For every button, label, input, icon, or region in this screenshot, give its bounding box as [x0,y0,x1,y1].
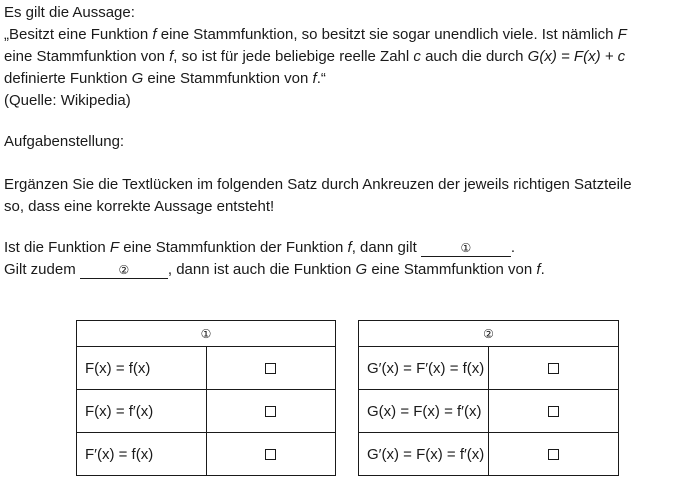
option-2a-checkbox[interactable] [489,347,619,390]
checkbox-icon[interactable] [548,406,559,417]
option-1c-text: F′(x) = f(x) [77,433,207,476]
table-row [77,433,336,476]
sentence-text: eine Stammfunktion von [367,261,537,278]
table-row [77,347,336,390]
table-row [359,433,619,476]
sentence-text: . [510,239,516,256]
option-1c-checkbox[interactable] [206,433,336,476]
option-1b-text: F(x) = f′(x) [77,390,207,433]
option-1b-checkbox[interactable] [206,390,336,433]
sentence-var: f [536,261,541,278]
sentence-text: , dann ist auch die Funktion [167,261,356,278]
task-heading [4,131,124,153]
quote-text: eine Stammfunktion von [143,70,313,87]
checkbox-icon[interactable] [548,449,559,460]
gap-2-blank: ② [80,262,168,279]
instruction-line-1 [4,174,632,196]
option-1a-checkbox[interactable] [206,347,336,390]
source-citation: (Quelle: Wikipedia) [4,92,131,109]
quote-text: „Besitzt eine Funktion [4,26,153,43]
checkbox-icon[interactable] [265,363,276,374]
quote-line-1 [4,24,627,46]
option-2c-text: G′(x) = F(x) = f′(x) [359,433,489,476]
source-line [4,90,131,112]
gap-1-blank: ① [421,240,511,257]
option-2b-text: G(x) = F(x) = f′(x) [359,390,489,433]
sentence-line-2 [4,259,545,281]
quote-text: definierte Funktion [4,70,132,87]
sentence-line-1 [4,237,515,259]
sentence-text: Gilt zudem [4,261,80,278]
table-row [359,347,619,390]
quote-text: eine Stammfunktion, so besitzt sie sogar unendlich viele. Ist nämlich [156,26,618,43]
sentence-text: , dann gilt [351,239,421,256]
task-heading-text: Aufgabenstellung: [4,133,125,150]
instruction-text: Ergänzen Sie die Textlücken im folgenden Satz durch Ankreuzen der jeweils richtigen Satzteile [4,176,632,193]
quote-var: f [152,26,157,43]
quote-text: auch die durch [420,48,528,65]
quote-var: G [131,70,144,87]
sentence-text: . [540,261,545,278]
quote-line-3 [4,68,326,90]
quote-text: eine Stammfunktion von [4,48,170,65]
table-row [77,390,336,433]
quote-text: , so ist für jede beliebige reelle Zahl [173,48,414,65]
options-table-1 [76,320,336,476]
checkbox-icon[interactable] [548,363,559,374]
option-2c-checkbox[interactable] [489,433,619,476]
quote-var: f [169,48,174,65]
intro-statement-label: Es gilt die Aussage: [4,4,135,21]
table-2-header: ② [359,321,619,347]
option-1a-text: F(x) = f(x) [77,347,207,390]
sentence-text: eine Stammfunktion der Funktion [119,239,348,256]
quote-formula: G(x) = F(x) + c [527,48,626,65]
quote-var: F [617,26,627,43]
quote-line-2 [4,46,625,68]
table-1-header: ① [77,321,336,347]
sentence-var: G [355,261,368,278]
quote-var: c [413,48,421,65]
option-2a-text: G′(x) = F′(x) = f(x) [359,347,489,390]
sentence-text: Ist die Funktion [4,239,110,256]
sentence-var: F [109,239,120,256]
quote-var: f [312,70,317,87]
instruction-text: so, dass eine korrekte Aussage entsteht! [4,198,275,215]
quote-text: .“ [316,70,326,87]
checkbox-icon[interactable] [265,449,276,460]
table-row [359,390,619,433]
instruction-line-2 [4,196,274,218]
checkbox-icon[interactable] [265,406,276,417]
intro-line-1 [4,2,135,24]
options-table-2 [358,320,619,476]
sentence-var: f [347,239,352,256]
option-2b-checkbox[interactable] [489,390,619,433]
